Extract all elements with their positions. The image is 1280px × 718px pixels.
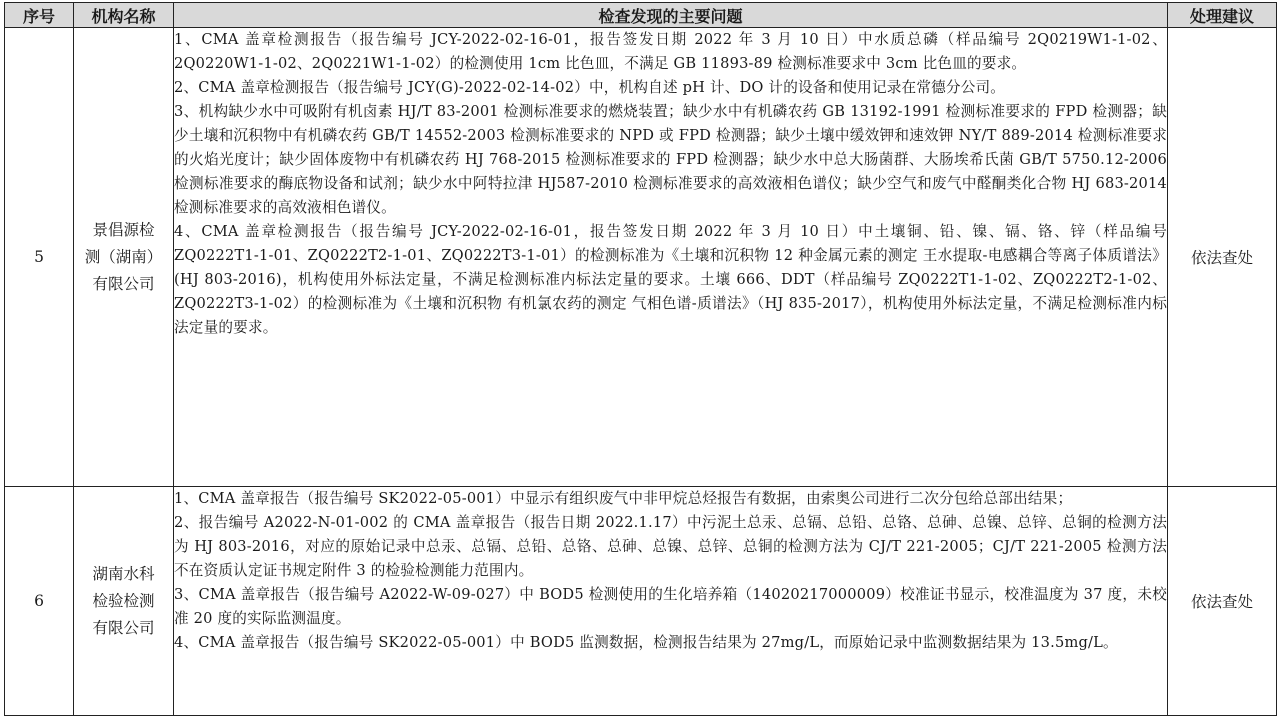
header-problems: 检查发现的主要问题 [174, 3, 1168, 28]
org-name-line: 景倡源检 [92, 220, 155, 239]
org-name-line: 有限公司 [92, 274, 155, 293]
problem-item: 2、报告编号 A2022-N-01-002 的 CMA 盖章报告（报告日期 2022.1.17）中污泥土总汞、总镉、总铅、总铬、总砷、总镍、总锌、总铜的检测方法为 HJ 803-2016，对应的原始记录中总汞、总镉、总铅、总铬、总砷、总镍、总锌、总铜的检测方法为 CJ/T 221-2005；CJ/T 221-2005 检测方法不在资质认定证书规定附件 3 的检验检测能力范围内。 [174, 514, 1167, 579]
problem-item: 4、CMA 盖章检测报告（报告编号 JCY-2022-02-16-01，报告签发日期 2022 年 3 月 10 日）中土壤铜、铅、镍、镉、铬、锌（样品编号 ZQ0222T1-1-01、ZQ0222T2-1-01、ZQ0222T3-1-01）的检测标准为《土壤和沉积物 12 种金属元素的测定 王水提取-电感耦合等离子体质谱法》(HJ 803-2016)，机构使用外标法定量，不满足检测标准内标法定量的要求。土壤 666、DDT（样品编号 ZQ0222T1-1-02、ZQ0222T2-1-02、ZQ0222T3-1-02）的检测标准为《土壤和沉积物 有机氯农药的测定 气相色谱-质谱法》（HJ 835-2017），机构使用外标法定量，不满足检测标准内标法定量的要求。 [174, 223, 1167, 336]
problem-item: 1、CMA 盖章报告（报告编号 SK2022-05-001）中显示有组织废气中非甲烷总烃报告有数据，由索奥公司进行二次分包给总部出结果； [174, 490, 1073, 507]
problem-item: 4、CMA 盖章报告（报告编号 SK2022-05-001）中 BOD5 监测数据，检测报告结果为 27mg/L，而原始记录中监测数据结果为 13.5mg/L。 [174, 634, 1118, 651]
inspection-table [4, 2, 1277, 716]
org-name-line: 湖南水科 [92, 564, 155, 583]
problem-item: 2、CMA 盖章检测报告（报告编号 JCY(G)-2022-02-14-02）中，机构自述 pH 计、DO 计的设备和使用记录在常德分公司。 [174, 79, 1006, 96]
org-name [74, 487, 174, 716]
table-row [5, 487, 1277, 716]
problems-cell [174, 487, 1168, 716]
problem-item: 1、CMA 盖章检测报告（报告编号 JCY-2022-02-16-01，报告签发日期 2022 年 3 月 10 日）中水质总磷（样品编号 2Q0219W1-1-02、2Q0220W1-1-02、2Q0221W1-1-02）的检测使用 1cm 比色皿，不满足 GB 11893-89 检测标准要求中 3cm 比色皿的要求。 [174, 31, 1167, 72]
org-name-line: 有限公司 [92, 618, 155, 637]
problem-item: 3、机构缺少水中可吸附有机卤素 HJ/T 83-2001 检测标准要求的燃烧装置；缺少水中有机磷农药 GB 13192-1991 检测标准要求的 FPD 检测器；缺少土壤和沉积物中有机磷农药 GB/T 14552-2003 检测标准要求的 NPD 或 FPD 检测器；缺少土壤中缓效钾和速效钾 NY/T 889-2014 检测标准要求的火焰光度计；缺少固体废物中有机磷农药 HJ 768-2015 检测标准要求的 FPD 检测器；缺少水中总大肠菌群、大肠埃希氏菌 GB/T 5750.12-2006 检测标准要求的酶底物设备和试剂；缺少水中阿特拉津 HJ587-2010 检测标准要求的高效液相色谱仪；缺少空气和废气中醛酮类化合物 HJ 683-2014 检测标准要求的高效液相色谱仪。 [174, 103, 1167, 216]
suggestion-cell: 依法查处 [1168, 487, 1277, 716]
row-number: 5 [5, 28, 74, 487]
suggestion-cell: 依法查处 [1168, 28, 1277, 487]
org-name [74, 28, 174, 487]
problem-item: 3、CMA 盖章报告（报告编号 A2022-W-09-027）中 BOD5 检测使用的生化培养箱（14020217000009）校准证书显示，校准温度为 37 度，未校准 20 度的实际监测温度。 [174, 586, 1167, 627]
org-name-line: 检验检测 [92, 591, 155, 610]
org-name-line: 测（湖南） [84, 247, 163, 266]
header-row [5, 3, 1277, 28]
row-number: 6 [5, 487, 74, 716]
table-row [5, 28, 1277, 487]
header-suggestion: 处理建议 [1168, 3, 1277, 28]
problems-cell [174, 28, 1168, 487]
header-org: 机构名称 [74, 3, 174, 28]
header-no: 序号 [5, 3, 74, 28]
